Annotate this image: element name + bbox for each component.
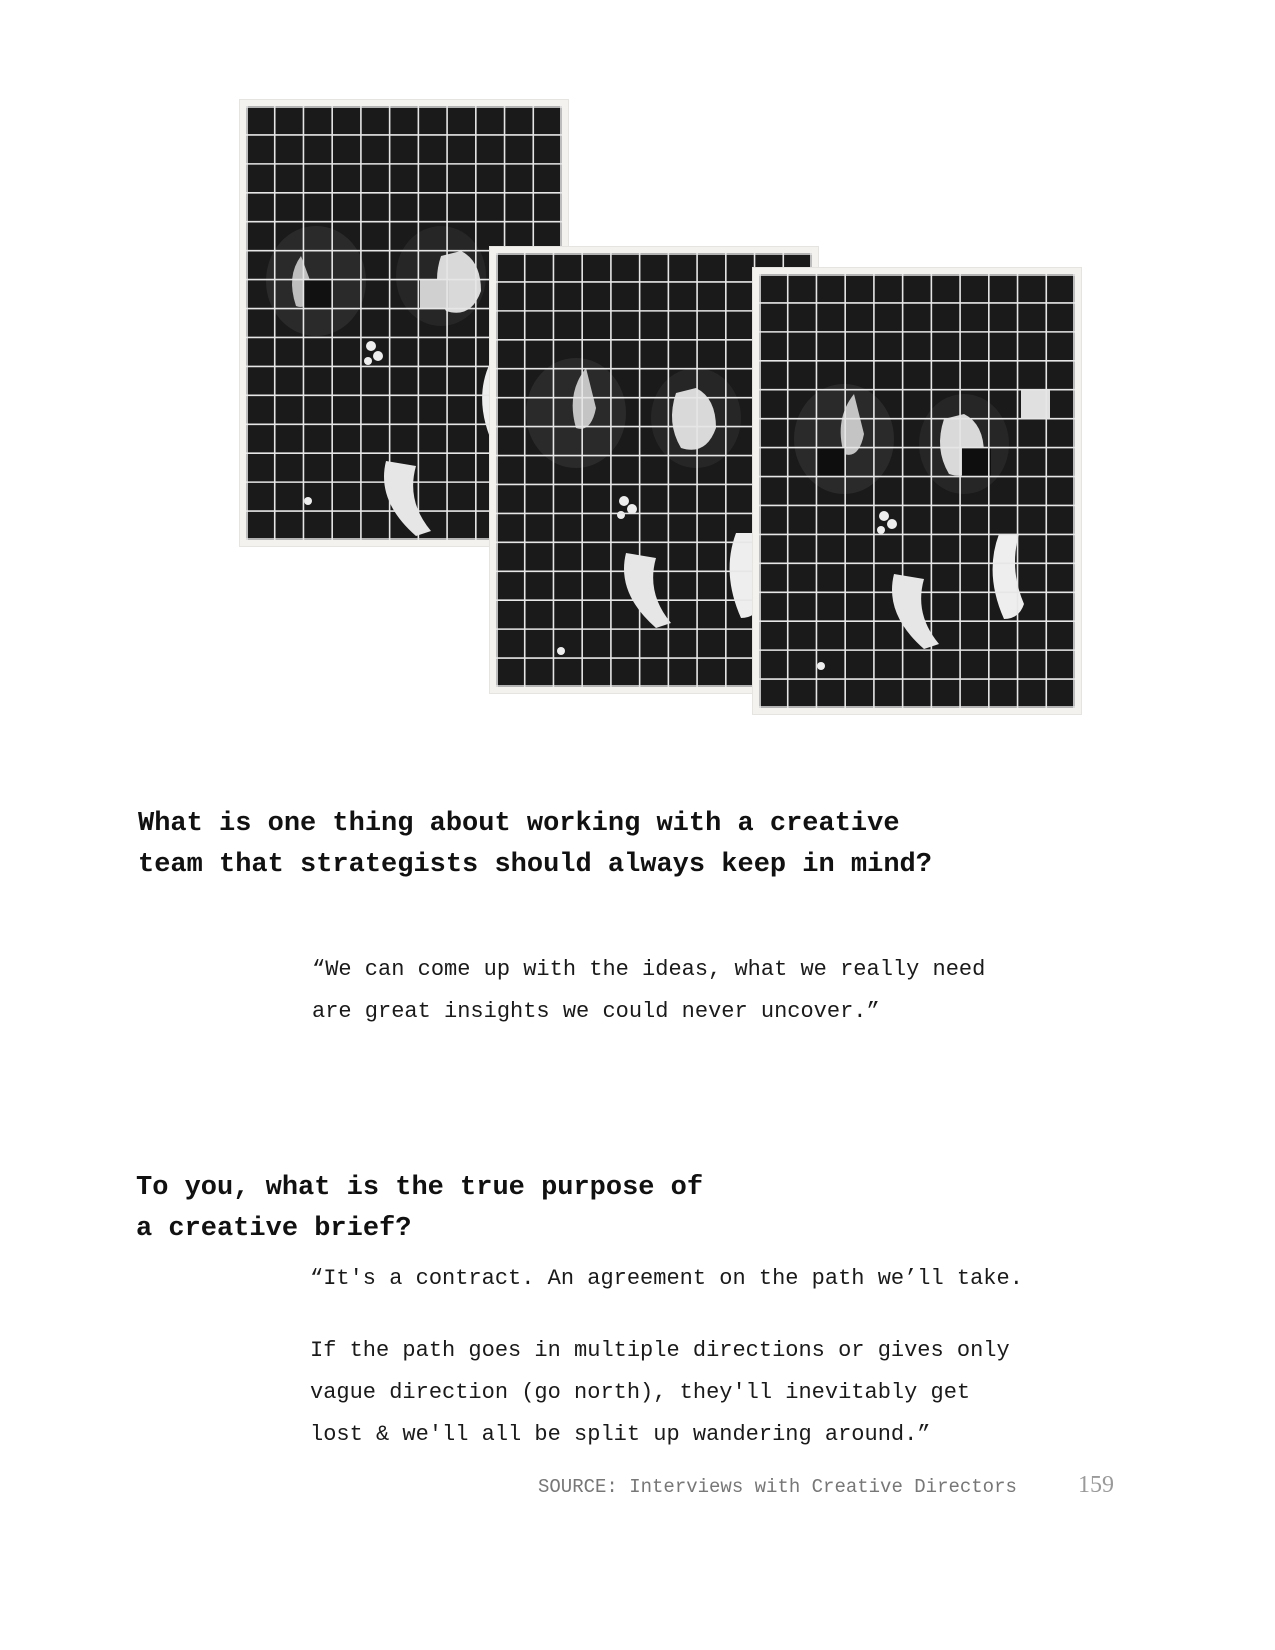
answer-quote-1 [312,949,985,1033]
answer-1-line-2: are great insights we could never uncover.” [312,999,880,1024]
answer-2-para-2-line-1: If the path goes in multiple directions or gives only [310,1338,1010,1363]
question-1-line-1: What is one thing about working with a creative [138,809,900,839]
question-heading-2 [136,1168,703,1250]
answer-2-para-2-line-2: vague direction (go north), they'll inevitably get [310,1380,971,1405]
source-credit: SOURCE: Interviews with Creative Directors [538,1476,1017,1498]
gridded-photo-right [753,268,1081,714]
answer-2-para-2-line-3: lost & we'll all be split up wandering around.” [310,1422,931,1447]
page-number: 159 [1078,1472,1114,1498]
answer-quote-2-para-2 [310,1330,1010,1456]
answer-1-line-1: “We can come up with the ideas, what we really need [312,957,986,982]
photo-collage [0,0,1275,740]
question-heading-1 [138,804,932,886]
question-2-line-2: a creative brief? [136,1214,412,1244]
question-2-line-1: To you, what is the true purpose of [136,1173,704,1203]
question-1-line-2: team that strategists should always keep in mind? [138,850,932,880]
answer-2-para-1-text: “It's a contract. An agreement on the path we’ll take. [310,1266,1023,1291]
answer-quote-2-para-1 [310,1258,1023,1300]
photo-right-image [759,274,1075,708]
